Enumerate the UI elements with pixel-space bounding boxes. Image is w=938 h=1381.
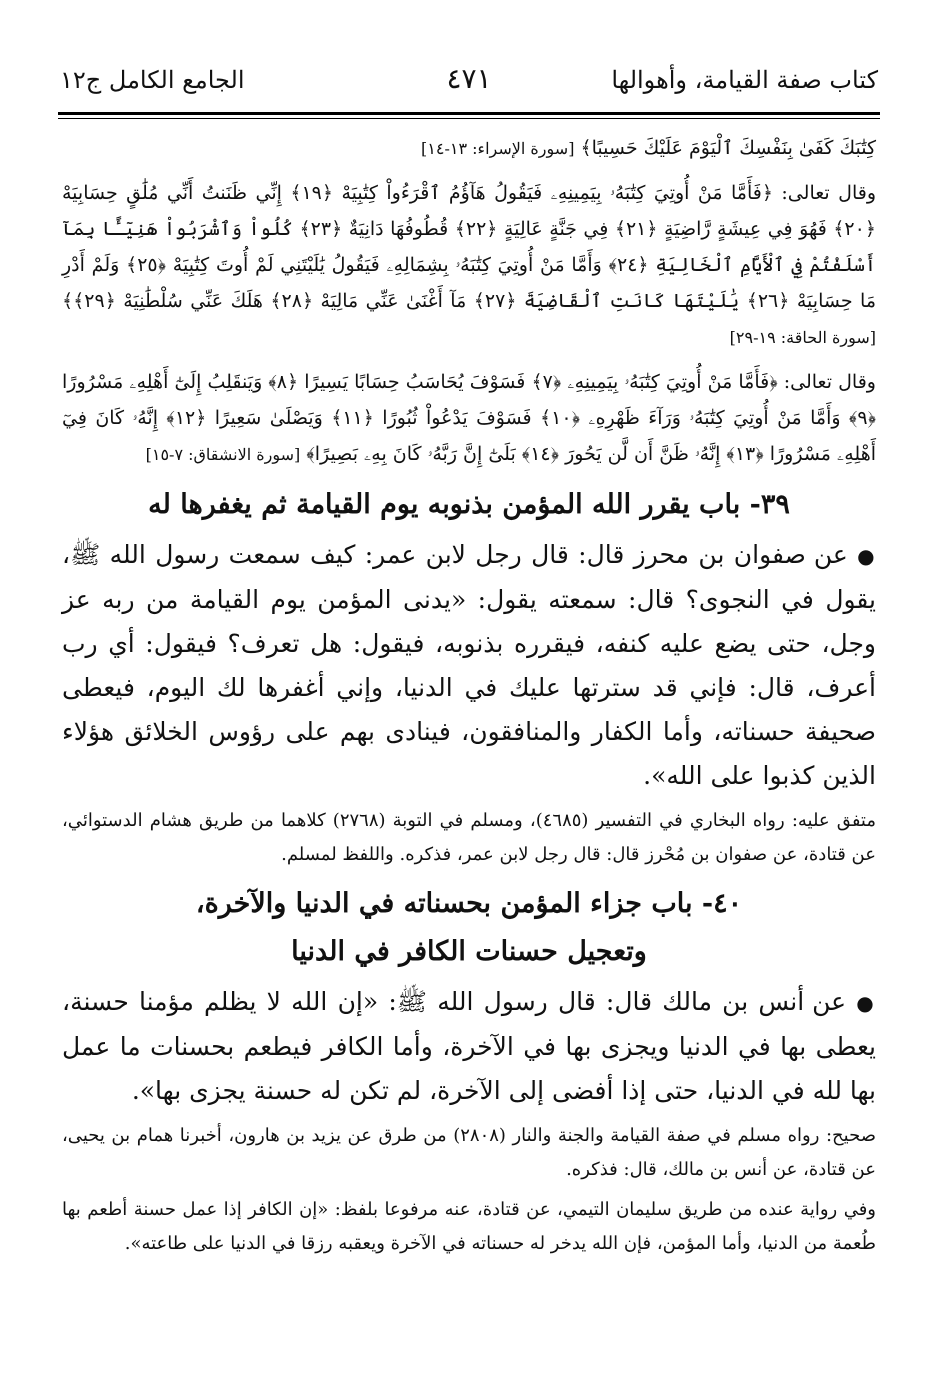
section-39-title: ٣٩- باب يقرر الله المؤمن بذنوبه يوم القيامة ثم يغفرها له — [148, 489, 790, 520]
section-40-source-2: وفي رواية عنده من طريق سليمان التيمي، عن قتادة، عنه مرفوعا بلفظ: «إن الكافر إذا عمل حسنة أطعم بها طُعمة من الدنيا، وأما المؤمن، فإن الله يدخر له حسناته في الآخرة ويعقبه رزقا في الدنيا على طاعته». — [62, 1199, 876, 1254]
bullet-icon: ● — [857, 544, 876, 568]
section-40-source-1: صحيح: رواه مسلم في صفة القيامة والجنة والنار (٢٨٠٨) من طرق عن يزيد بن هارون، أخبرنا همام بن يحيى، عن قتادة، عن أنس بن مالك، قال: فذكره. — [62, 1125, 876, 1180]
verse-reference: [سورة الانشقاق: ٧-١٥] — [145, 445, 301, 464]
bullet-icon: ● — [856, 991, 876, 1015]
hadith-text: عن صفوان بن محرز قال: قال رجل لابن عمر: كيف سمعت رسول الله ﷺ، يقول في النجوى؟ قال: سمعته يقول: «يدنى المؤمن يوم القيامة من ربه عز وجل، حتى يضع عليه كنفه، فيقرره بذنوبه، فيقول: هل تعرف؟ فيقول: أي رب أعرف، قال: فإني قد سترتها عليك في الدنيا، وإني أغفرها لك اليوم، فيعطى صحيفة حسناته، وأما الكفار والمنافقون، فينادى بهم على رؤوس الخلائق هؤلاء الذين كذبوا على الله». — [62, 540, 876, 790]
verse-block-haqqa — [62, 175, 876, 356]
section-39-hadith — [62, 533, 876, 798]
verse-block-inshiqaq — [62, 364, 876, 473]
page-header — [60, 62, 878, 102]
verse-text: وقال تعالى: ﴿فَأَمَّا مَنْ أُوتِيَ كِتَٰبَهُۥ بِيَمِينِهِۦ فَيَقُولُ هَآؤُمُ ٱقْرَءُواْ كِتَٰبِيَهْ ﴿١٩﴾ إِنِّي ظَنَنتُ أَنِّي مُلَٰقٍ حِسَابِيَهْ ﴿٢٠﴾ فَهُوَ فِي عِيشَةٍ رَّاضِيَةٍ ﴿٢١﴾ فِي جَنَّةٍ عَالِيَةٍ ﴿٢٢﴾ قُطُوفُهَا دَانِيَةٌ ﴿٢٣﴾ كُلُواْ وَٱشْرَبُواْ هَنِيٓـًٔا بِمَآ أَسْلَفْتُمْ فِي ٱلْأَيَّامِ ٱلْخَالِيَةِ ﴿٢٤﴾ وَأَمَّا مَنْ أُوتِيَ كِتَٰبَهُۥ بِشِمَالِهِۦ فَيَقُولُ يَٰلَيْتَنِي لَمْ أُوتَ كِتَٰبِيَهْ ﴿٢٥﴾ وَلَمْ أَدْرِ مَا حِسَابِيَهْ ﴿٢٦﴾ يَٰلَيْتَهَا كَانَتِ ٱلْقَاضِيَةَ ﴿٢٧﴾ مَآ أَغْنَىٰ عَنِّي مَالِيَهْ ﴿٢٨﴾ هَلَكَ عَنِّي سُلْطَٰنِيَهْ ﴿٢٩﴾﴾ — [62, 182, 876, 312]
section-40-title-line2: وتعجيل حسنات الكافر في الدنيا — [291, 936, 647, 967]
verse-text: وقال تعالى: ﴿فَأَمَّا مَنْ أُوتِيَ كِتَٰبَهُۥ بِيَمِينِهِۦ ﴿٧﴾ فَسَوْفَ يُحَاسَبُ حِسَابًا يَسِيرًا ﴿٨﴾ وَيَنقَلِبُ إِلَىٰٓ أَهْلِهِۦ مَسْرُورًا ﴿٩﴾ وَأَمَّا مَنْ أُوتِيَ كِتَٰبَهُۥ وَرَآءَ ظَهْرِهِۦ ﴿١٠﴾ فَسَوْفَ يَدْعُواْ ثُبُورًا ﴿١١﴾ وَيَصْلَىٰ سَعِيرًا ﴿١٢﴾ إِنَّهُۥ كَانَ فِيٓ أَهْلِهِۦ مَسْرُورًا ﴿١٣﴾ إِنَّهُۥ ظَنَّ أَن لَّن يَحُورَ ﴿١٤﴾ بَلَىٰٓ إِنَّ رَبَّهُۥ كَانَ بِهِۦ بَصِيرًا﴾ — [62, 371, 876, 465]
section-39-source: متفق عليه: رواه البخاري في التفسير (٤٦٨٥)، ومسلم في التوبة (٢٧٦٨) كلاهما من طريق هشام الدستوائي، عن قتادة، عن صفوان بن مُحْرز قال: قال رجل لابن عمر، فذكره. واللفظ لمسلم. — [62, 810, 876, 865]
section-40-title — [62, 880, 876, 976]
chapter-running-title: كتاب صفة القيامة، وأهوالها — [611, 66, 878, 94]
verse-text: كِتَٰبَكَ كَفَىٰ بِنَفْسِكَ ٱلْيَوْمَ عَلَيْكَ حَسِيبًا﴾ — [580, 137, 876, 159]
verse-block-isra — [62, 130, 876, 167]
section-40-hadith — [62, 980, 876, 1113]
verse-reference: [سورة الحاقة: ١٩-٢٩] — [729, 328, 876, 347]
hadith-text: عن أنس بن مالك قال: قال رسول الله ﷺ: «إن الله لا يظلم مؤمنا حسنة، يعطى بها في الدنيا ويجزى بها في الآخرة، وأما الكافر فيطعم بحسنات ما عمل بها لله في الدنيا، حتى إذا أفضى إلى الآخرة، لم تكن له حسنة يجزى بها». — [62, 987, 876, 1105]
page-number: ٤٧١ — [446, 62, 492, 95]
book-running-title: الجامع الكامل ج١٢ — [60, 66, 245, 94]
page-body — [62, 130, 876, 1267]
section-40-title-line1: ٤٠- باب جزاء المؤمن بحسناته في الدنيا والآخرة، — [195, 888, 743, 919]
header-rule-thin — [58, 118, 880, 119]
verse-reference: [سورة الإسراء: ١٣-١٤] — [421, 139, 575, 158]
header-rule-thick — [58, 112, 880, 115]
